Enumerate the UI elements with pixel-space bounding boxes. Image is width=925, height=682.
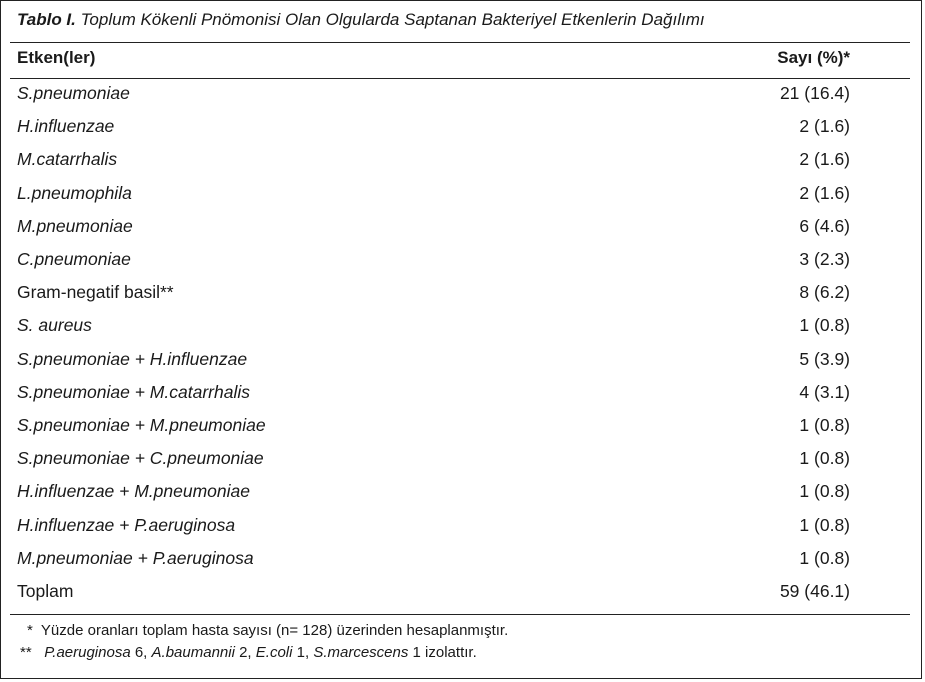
row-count: 8 (6.2) (799, 282, 850, 303)
footnote-2-marker: ** (20, 644, 32, 661)
table-row (0, 578, 925, 611)
row-count: 2 (1.6) (799, 116, 850, 137)
table-bottom-rule (10, 614, 910, 615)
table-row (0, 80, 925, 113)
row-organism: Gram-negatif basil** (17, 282, 174, 303)
row-organism: S.pneumoniae + M.pneumoniae (17, 415, 266, 435)
table-title (17, 10, 705, 30)
row-count: 1 (0.8) (799, 448, 850, 469)
header-bottom-rule (10, 78, 910, 79)
footnote-2-part: A.baumannii (151, 644, 235, 661)
column-header-etken: Etken(ler) (17, 48, 96, 67)
header-top-rule (10, 42, 910, 43)
row-organism: C.pneumoniae (17, 249, 131, 269)
footnote-1-marker: * (27, 622, 33, 639)
footnote-2 (20, 644, 477, 661)
row-organism: M.catarrhalis (17, 149, 118, 170)
footnote-2-part: 1, (292, 644, 314, 661)
row-count: 21 (16.4) (779, 83, 850, 103)
row-organism: S. aureus (17, 315, 92, 336)
row-organism: S.pneumoniae + H.influenzae (17, 348, 248, 369)
table-row (0, 412, 925, 445)
row-organism: S.pneumoniae (17, 83, 130, 103)
table-row (0, 379, 925, 412)
footnote-2-part: E.coli (255, 644, 293, 661)
row-count: 1 (0.8) (799, 481, 850, 502)
table-row (0, 312, 925, 345)
row-count: 1 (0.8) (799, 315, 850, 336)
row-organism: L.pneumophila (17, 182, 132, 203)
row-organism: H.influenzae + M.pneumoniae (17, 481, 250, 502)
table-row (0, 445, 925, 478)
row-organism: H.influenzae (17, 116, 115, 137)
row-count: 1 (0.8) (799, 514, 850, 535)
row-count: 2 (1.6) (799, 182, 850, 203)
table-row (0, 246, 925, 279)
table-row (0, 346, 925, 379)
footnote-2-part: P.aeruginosa (44, 644, 131, 661)
row-organism: Toplam (17, 581, 74, 601)
row-count: 59 (46.1) (779, 581, 850, 601)
row-organism: M.pneumoniae (17, 215, 133, 236)
table-row (0, 180, 925, 213)
footnote-1 (27, 622, 508, 639)
table-title-label: Tablo I. (17, 10, 76, 29)
row-organism: H.influenzae + P.aeruginosa (17, 514, 236, 535)
row-count: 6 (4.6) (799, 215, 850, 236)
table-row (0, 146, 925, 179)
row-count: 3 (2.3) (799, 249, 850, 269)
row-organism: S.pneumoniae + M.catarrhalis (17, 381, 250, 402)
row-organism: M.pneumoniae + P.aeruginosa (17, 547, 254, 568)
row-count: 2 (1.6) (799, 149, 850, 170)
table-row (0, 512, 925, 545)
footnote-2-part: 6, (130, 644, 152, 661)
table-row (0, 478, 925, 511)
row-count: 1 (0.8) (799, 415, 850, 435)
footnote-1-text: Yüzde oranları toplam hasta sayısı (n= 128) üzerinden hesaplanmıştır. (40, 622, 509, 639)
row-organism: S.pneumoniae + C.pneumoniae (17, 448, 264, 469)
table-row (0, 213, 925, 246)
row-count: 5 (3.9) (799, 348, 850, 369)
footnote-2-text (44, 644, 477, 661)
footnote-2-part: S.marcescens (313, 644, 409, 661)
table-row (0, 545, 925, 578)
table-row (0, 113, 925, 146)
footnote-2-part: 1 izolattır. (408, 644, 477, 661)
row-count: 4 (3.1) (799, 381, 850, 402)
row-count: 1 (0.8) (799, 547, 850, 568)
table-row (0, 279, 925, 312)
column-header-sayi: Sayı (%)* (777, 48, 850, 67)
table-title-text: Toplum Kökenli Pnömonisi Olan Olgularda Saptanan Bakteriyel Etkenlerin Dağılımı (80, 10, 705, 29)
footnote-2-part: 2, (234, 644, 256, 661)
